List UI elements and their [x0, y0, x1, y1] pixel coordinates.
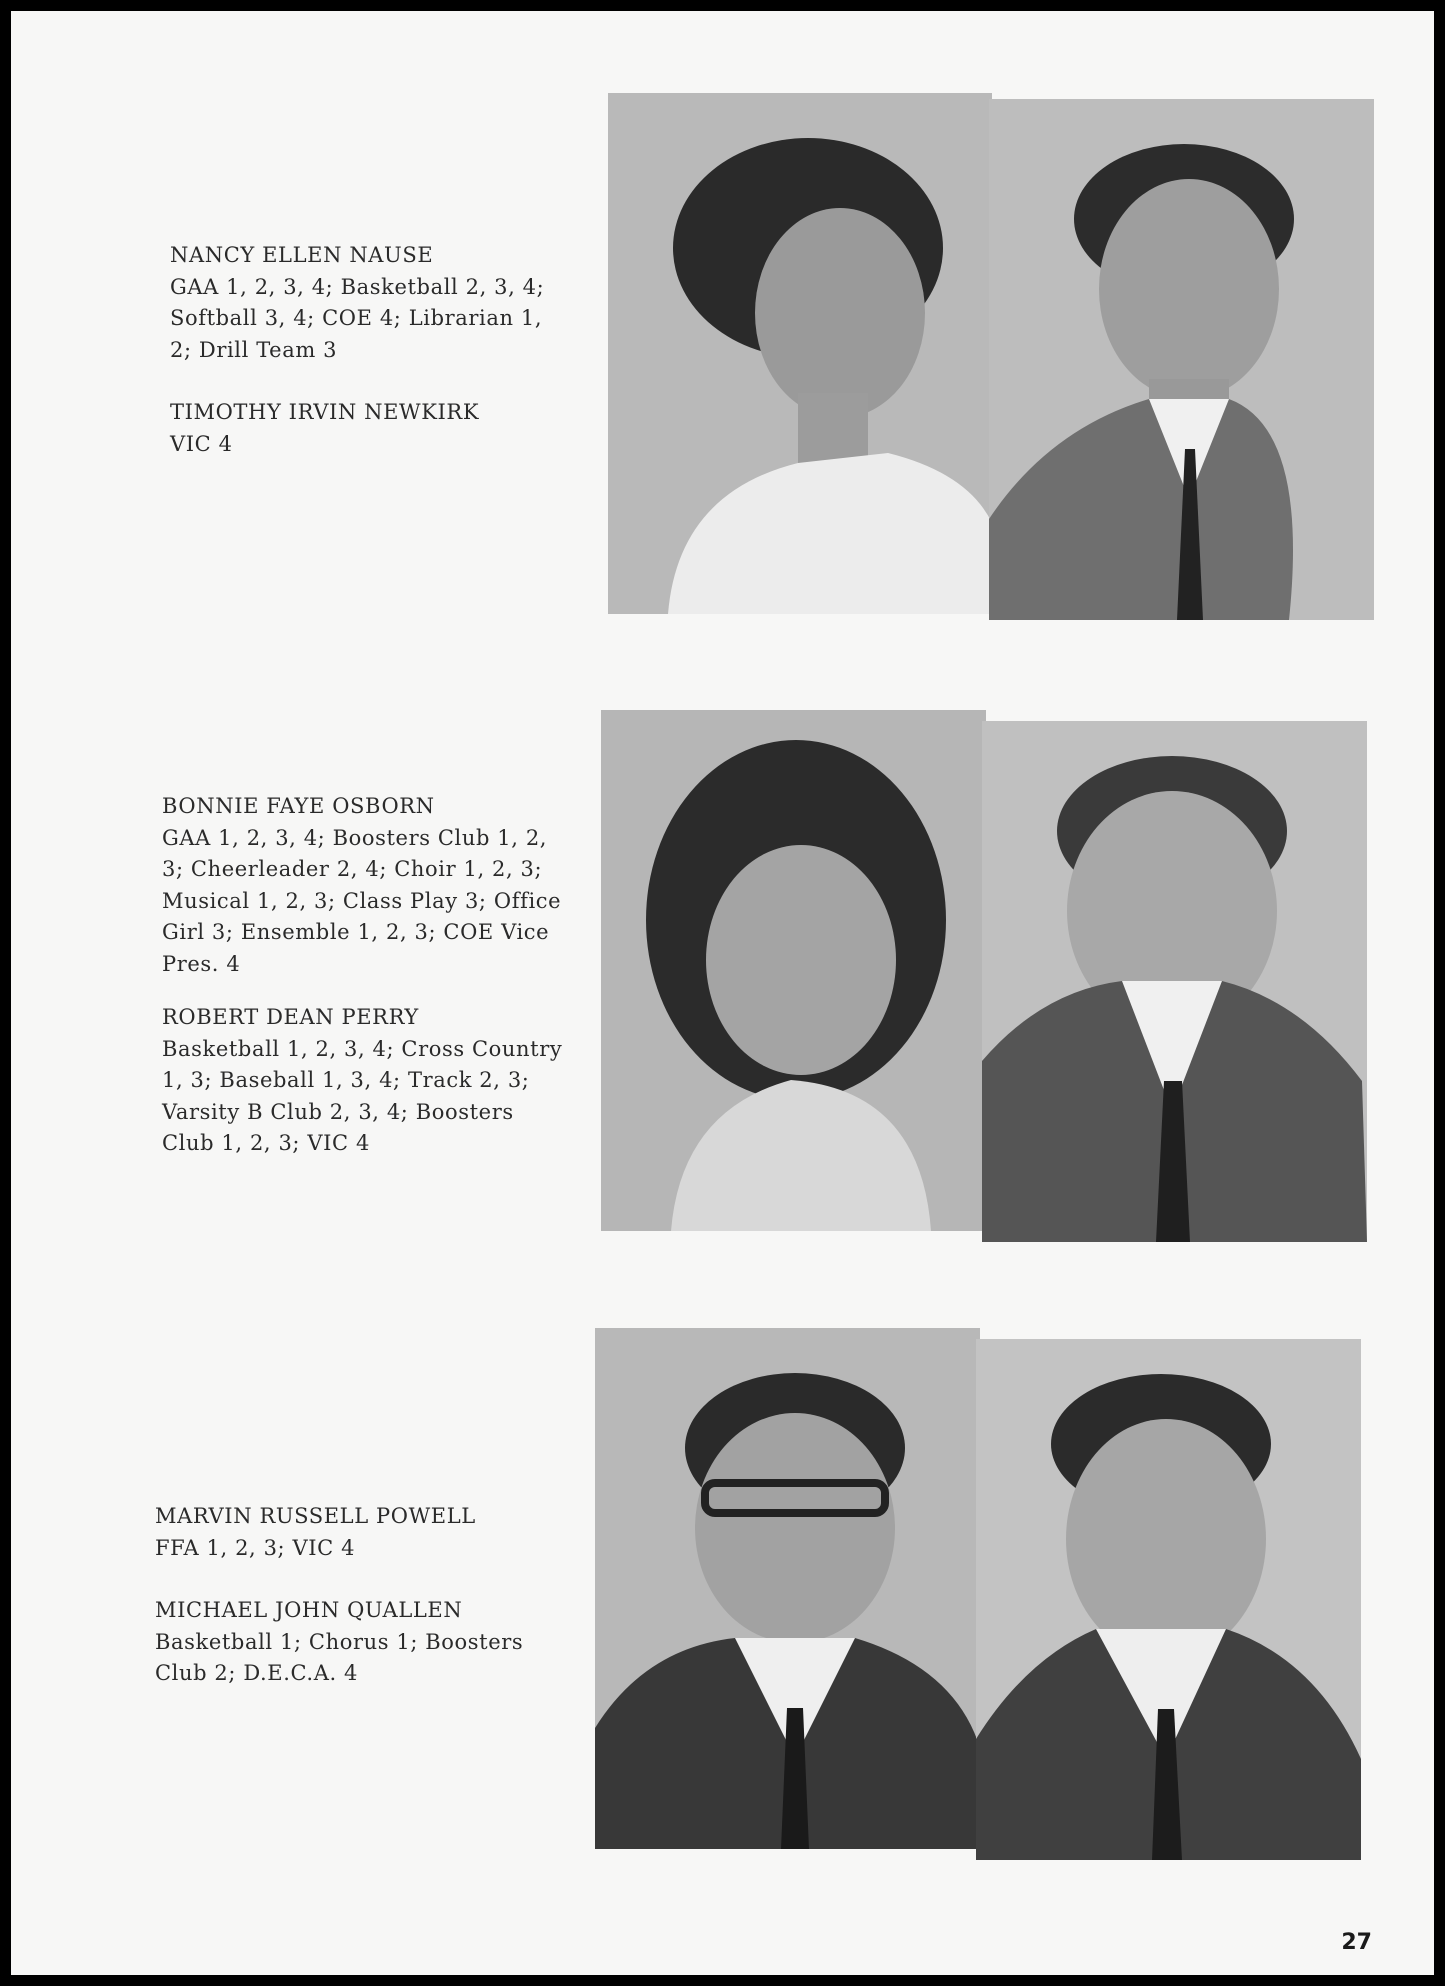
student-name: BONNIE FAYE OSBORN: [162, 794, 435, 818]
student-portrait: [976, 1339, 1361, 1860]
student-activities: FFA 1, 2, 3; VIC 4: [155, 1535, 356, 1560]
bio-block-2: [162, 791, 572, 1191]
student-portrait: [601, 710, 986, 1231]
student-name: TIMOTHY IRVIN NEWKIRK: [170, 400, 480, 424]
student-entry: [155, 1595, 535, 1690]
student-activities: Basketball 1; Chorus 1; Boosters Club 2; D.E.C.A. 4: [155, 1629, 524, 1685]
student-activities: Basketball 1, 2, 3, 4; Cross Country 1, 3; Baseball 1, 3, 4; Track 2, 3; Varsity B Club 2, 3, 4; Boosters Club 1, 2, 3; VIC 4: [162, 1036, 563, 1155]
page-number: 27: [1341, 1930, 1372, 1955]
student-activities: GAA 1, 2, 3, 4; Basketball 2, 3, 4; Softball 3, 4; COE 4; Librarian 1, 2; Drill Team 3: [170, 274, 545, 362]
student-name: NANCY ELLEN NAUSE: [170, 243, 434, 267]
student-entry: [170, 397, 570, 460]
yearbook-page: [11, 11, 1434, 1975]
student-portrait: [982, 721, 1367, 1242]
student-activities: GAA 1, 2, 3, 4; Boosters Club 1, 2, 3; Cheerleader 2, 4; Choir 1, 2, 3; Musical 1, 2, 3; Class Play 3; Office Girl 3; Ensemble 1, 2, 3; COE Vice Pres. 4: [162, 825, 562, 976]
student-entry: [162, 1002, 572, 1160]
student-entry: [155, 1501, 535, 1564]
bio-block-3: [155, 1501, 535, 1721]
student-entry: [170, 240, 570, 366]
bio-block-1: [170, 240, 570, 491]
student-entry: [162, 791, 572, 980]
student-name: MICHAEL JOHN QUALLEN: [155, 1598, 463, 1622]
student-name: MARVIN RUSSELL POWELL: [155, 1504, 476, 1528]
student-name: ROBERT DEAN PERRY: [162, 1005, 419, 1029]
student-portrait: [595, 1328, 980, 1849]
student-portrait: [989, 99, 1374, 620]
student-portrait: [608, 93, 992, 614]
student-activities: VIC 4: [170, 431, 233, 456]
